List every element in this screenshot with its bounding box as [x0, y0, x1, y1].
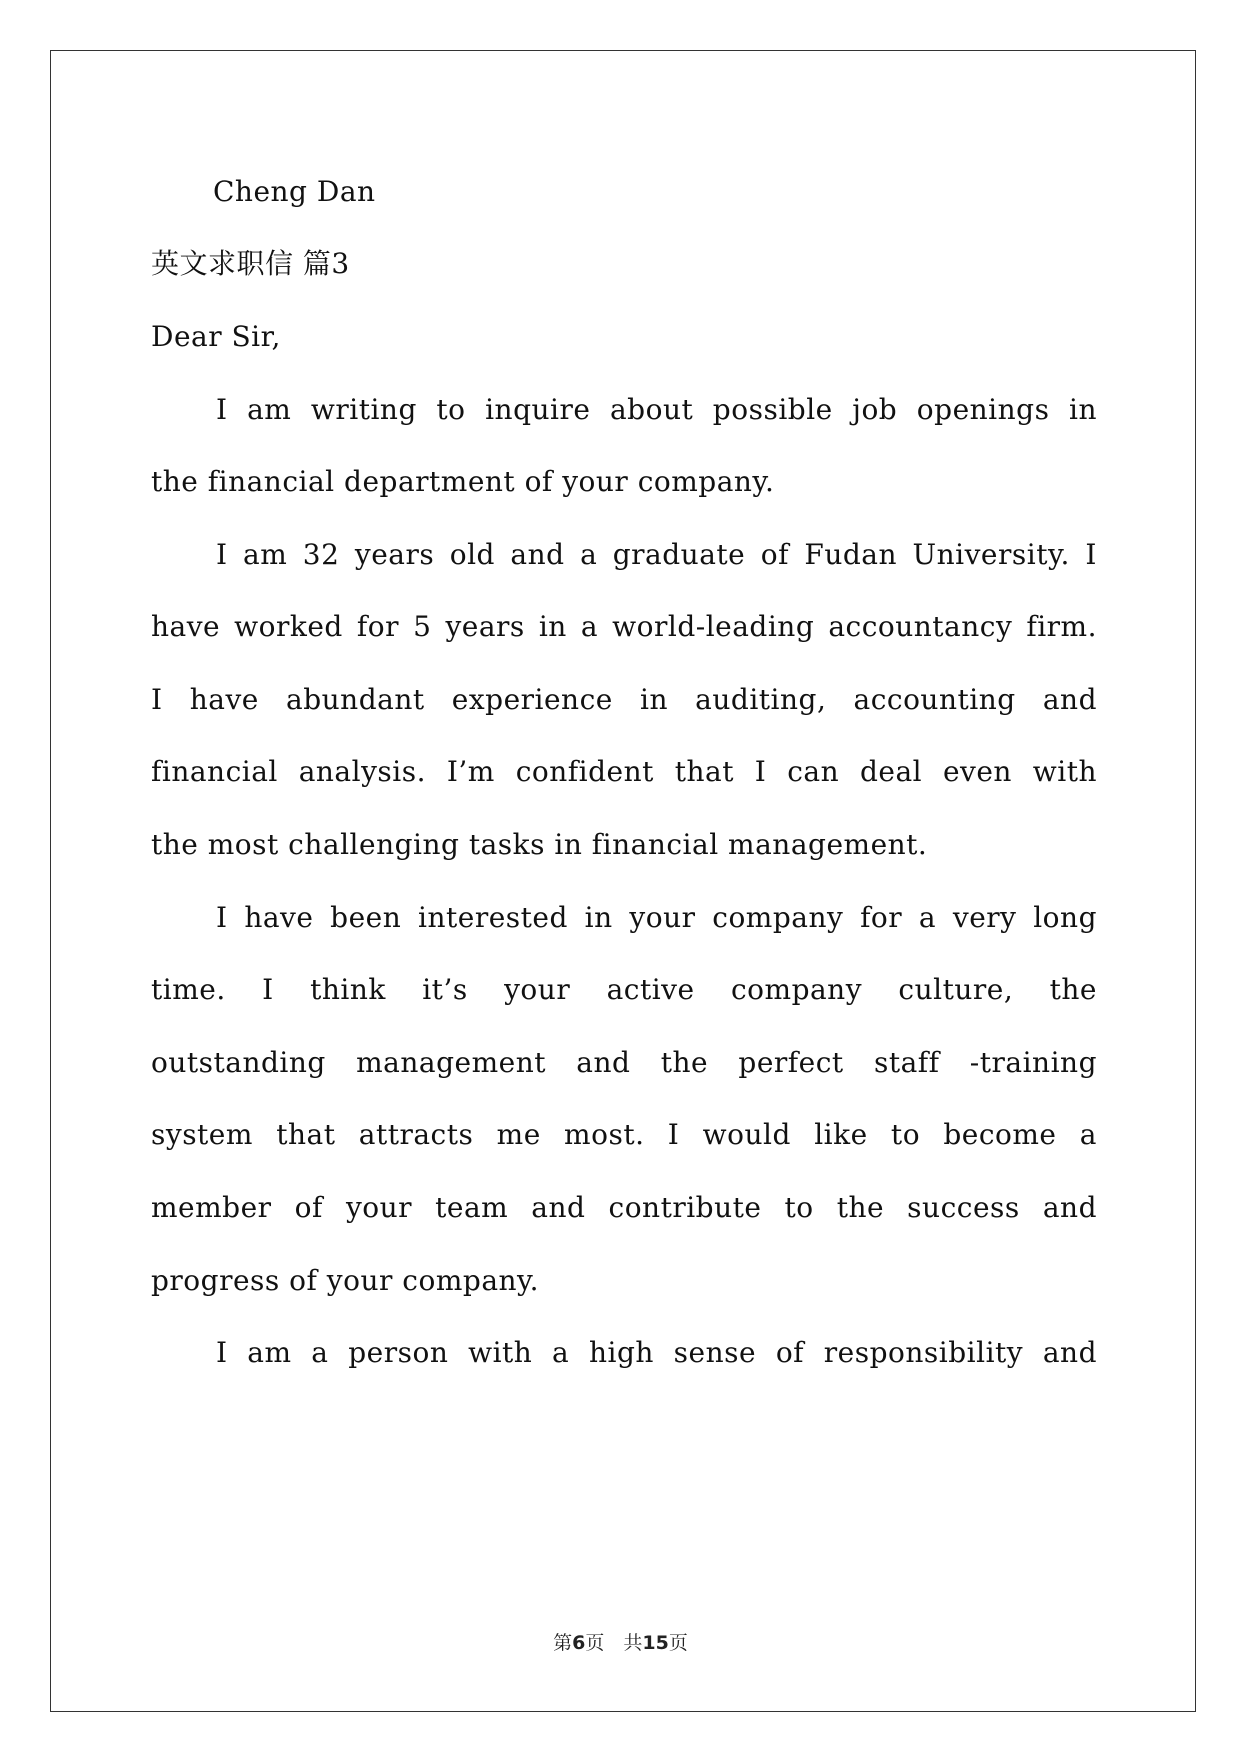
current-page-number: 6	[572, 1632, 586, 1654]
paragraph-line: outstanding management and the perfect staff -training	[151, 1046, 1097, 1079]
page-frame	[50, 50, 1196, 1712]
paragraph-line: I am a person with a high sense of responsibility and	[216, 1336, 1097, 1369]
footer-mid: 页 共	[585, 1632, 643, 1654]
paragraph-line: the financial department of your company.	[151, 465, 775, 498]
paragraph-line: system that attracts me most. I would like to become a	[151, 1118, 1097, 1151]
paragraph-line: have worked for 5 years in a world-leading accountancy firm.	[151, 610, 1097, 643]
total-pages-number: 15	[642, 1632, 669, 1654]
footer-prefix: 第	[553, 1632, 573, 1654]
section-heading: 英文求职信 篇3	[151, 247, 350, 280]
paragraph-line: I am writing to inquire about possible job openings in	[216, 393, 1097, 426]
paragraph-line: I have been interested in your company for a very long	[216, 901, 1097, 934]
paragraph-line: I have abundant experience in auditing, accounting and	[151, 683, 1097, 716]
paragraph-line: I am 32 years old and a graduate of Fudan University. I	[216, 538, 1097, 571]
paragraph-line: progress of your company.	[151, 1264, 540, 1297]
paragraph-line: financial analysis. I’m confident that I can deal even with	[151, 755, 1097, 788]
salutation: Dear Sir,	[151, 320, 281, 353]
signature: Cheng Dan	[213, 175, 376, 208]
paragraph-line: the most challenging tasks in financial management.	[151, 828, 928, 861]
paragraph-line: member of your team and contribute to the success and	[151, 1191, 1097, 1224]
page-footer	[0, 1628, 1241, 1655]
paragraph-line: time. I think it’s your active company culture, the	[151, 973, 1097, 1006]
footer-suffix: 页	[668, 1632, 688, 1654]
